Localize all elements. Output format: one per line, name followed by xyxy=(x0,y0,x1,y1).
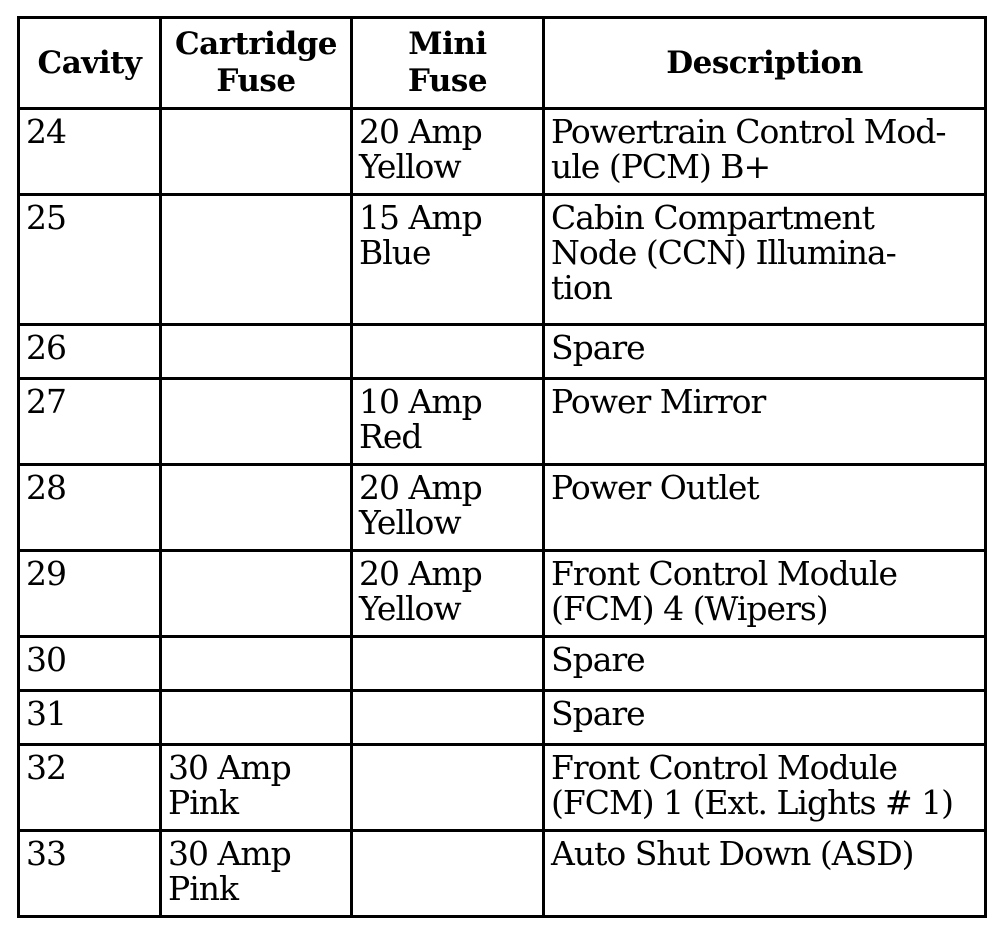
header-cartridge-fuse xyxy=(161,18,352,109)
description-cell xyxy=(544,464,986,550)
mini-fuse-cell xyxy=(352,378,544,464)
cavity-number: 25 xyxy=(26,198,66,238)
mini-fuse-cell-line: 20 Amp xyxy=(359,467,482,507)
description-cell xyxy=(544,744,986,830)
description-cell xyxy=(544,550,986,636)
description-cell xyxy=(544,109,986,195)
cartridge-fuse-cell xyxy=(161,744,352,830)
table-row xyxy=(19,378,986,464)
description-cell-line: Spare xyxy=(551,327,645,367)
mini-fuse-cell xyxy=(352,830,544,916)
header-cartridge-line-1: Cartridge xyxy=(174,26,338,62)
mini-fuse-cell-line: Red xyxy=(359,416,422,456)
mini-fuse-cell-line: 15 Amp xyxy=(359,198,482,238)
description-cell-line: tion xyxy=(551,268,612,308)
cavity-cell xyxy=(19,636,161,690)
table-row xyxy=(19,324,986,378)
cavity-number: 27 xyxy=(26,381,66,421)
description-cell-line: (FCM) 1 (Ext. Lights # 1) xyxy=(551,782,954,822)
cartridge-fuse-cell xyxy=(161,830,352,916)
cartridge-fuse-cell xyxy=(161,195,352,325)
cavity-cell xyxy=(19,195,161,325)
description-cell xyxy=(544,636,986,690)
table-body xyxy=(19,109,986,917)
mini-fuse-cell-line: Yellow xyxy=(359,502,461,542)
cartridge-fuse-cell-line: Pink xyxy=(168,782,239,822)
description-cell-line: Auto Shut Down (ASD) xyxy=(551,833,914,873)
table-row xyxy=(19,744,986,830)
fuse-table xyxy=(17,16,987,918)
description-cell-line: Cabin Compartment xyxy=(551,198,874,238)
description-cell-line: Power Mirror xyxy=(551,381,766,421)
mini-fuse-cell xyxy=(352,324,544,378)
cartridge-fuse-cell-line: 30 Amp xyxy=(168,833,291,873)
cartridge-fuse-cell xyxy=(161,324,352,378)
header-cavity xyxy=(19,18,161,109)
cavity-number: 29 xyxy=(26,553,66,593)
table-row xyxy=(19,690,986,744)
description-cell-line: Front Control Module xyxy=(551,747,897,787)
table-row xyxy=(19,636,986,690)
cavity-number: 31 xyxy=(26,693,66,733)
cartridge-fuse-cell xyxy=(161,464,352,550)
description-cell xyxy=(544,195,986,325)
cavity-cell xyxy=(19,690,161,744)
description-cell xyxy=(544,378,986,464)
description-cell-line: Power Outlet xyxy=(551,467,759,507)
description-cell-line: Front Control Module xyxy=(551,553,897,593)
cavity-number: 24 xyxy=(26,112,66,151)
description-cell-line: (FCM) 4 (Wipers) xyxy=(551,588,828,628)
cartridge-fuse-cell xyxy=(161,690,352,744)
description-cell-line: Powertrain Control Mod- xyxy=(551,112,946,151)
cavity-cell xyxy=(19,464,161,550)
cavity-cell xyxy=(19,109,161,195)
header-mini-fuse xyxy=(352,18,544,109)
cavity-number: 32 xyxy=(26,747,66,787)
cartridge-fuse-cell xyxy=(161,636,352,690)
header-cavity-label: Cavity xyxy=(37,44,142,81)
mini-fuse-cell-line: 10 Amp xyxy=(359,381,482,421)
cavity-number: 28 xyxy=(26,467,66,507)
header-description-label: Description xyxy=(666,44,863,81)
mini-fuse-cell xyxy=(352,464,544,550)
header-row xyxy=(19,18,986,109)
mini-fuse-cell-line: Blue xyxy=(359,233,431,273)
description-cell-line: Spare xyxy=(551,639,645,679)
mini-fuse-cell xyxy=(352,550,544,636)
description-cell xyxy=(544,830,986,916)
cavity-cell xyxy=(19,378,161,464)
header-mini-line-2: Fuse xyxy=(407,63,488,99)
mini-fuse-cell-line: 20 Amp xyxy=(359,553,482,593)
cartridge-fuse-cell xyxy=(161,550,352,636)
cartridge-fuse-cell-line: Pink xyxy=(168,868,239,908)
table-row xyxy=(19,464,986,550)
mini-fuse-cell xyxy=(352,109,544,195)
mini-fuse-cell-line: 20 Amp xyxy=(359,112,482,151)
cavity-cell xyxy=(19,324,161,378)
header-mini-line-1: Mini xyxy=(408,26,487,62)
table-row xyxy=(19,195,986,325)
cavity-number: 30 xyxy=(26,639,66,679)
description-cell xyxy=(544,690,986,744)
mini-fuse-cell-line: Yellow xyxy=(359,588,461,628)
cavity-cell xyxy=(19,830,161,916)
table-row xyxy=(19,830,986,916)
description-cell-line: ule (PCM) B+ xyxy=(551,147,771,186)
cavity-cell xyxy=(19,550,161,636)
mini-fuse-cell-line: Yellow xyxy=(359,147,461,186)
mini-fuse-cell xyxy=(352,636,544,690)
description-cell-line: Spare xyxy=(551,693,645,733)
description-cell xyxy=(544,324,986,378)
mini-fuse-cell xyxy=(352,195,544,325)
cartridge-fuse-cell xyxy=(161,378,352,464)
table-row xyxy=(19,109,986,195)
cavity-number: 26 xyxy=(26,327,66,367)
table-row xyxy=(19,550,986,636)
header-cartridge-line-2: Fuse xyxy=(216,63,296,99)
cavity-cell xyxy=(19,744,161,830)
cavity-number: 33 xyxy=(26,833,66,873)
cartridge-fuse-cell xyxy=(161,109,352,195)
cartridge-fuse-cell-line: 30 Amp xyxy=(168,747,291,787)
description-cell-line: Node (CCN) Illumina- xyxy=(551,233,896,273)
mini-fuse-cell xyxy=(352,744,544,830)
mini-fuse-cell xyxy=(352,690,544,744)
header-description xyxy=(544,18,986,109)
